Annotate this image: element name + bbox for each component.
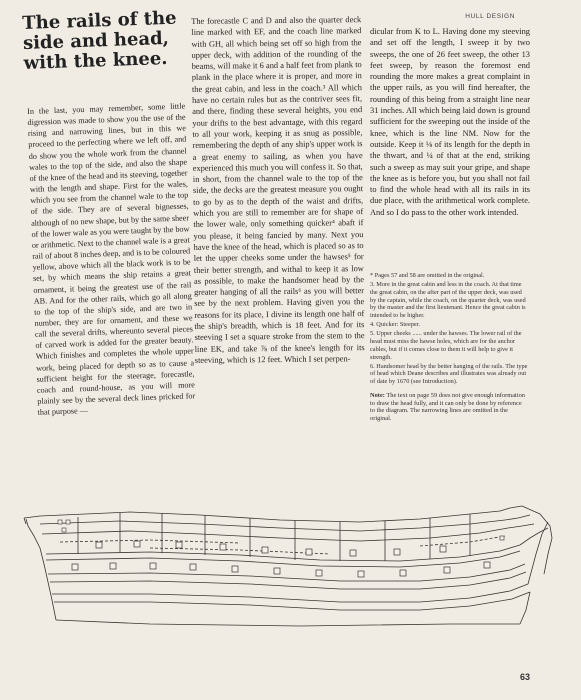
footnote-5: 5. Upper cheeks ...... under the hawses. The lower rail of the head must miss the hawse holes, which are for the anchor cables, but if it comes close to them it will help to give it strength. bbox=[370, 330, 522, 361]
great-rail-ab-lower bbox=[46, 551, 520, 567]
drift-rail-2 bbox=[42, 528, 508, 541]
running-header: HULL DESIGN bbox=[465, 13, 515, 20]
coach-line-gh bbox=[60, 540, 240, 543]
footnotes bbox=[370, 272, 528, 424]
column-1-text: In the last, you may remember, some little digression was made to show you the use of the rising and narrowing lines, but in this we proceed to the perfecting where we left off, and do show you the whole work from the channel wales to the top of the side, and also the shape of the knee of the head and its steeving, together with the length and shape. First for the wales, which you see from the channel wale to the top of the side. They are of several bignesses, although of no new shape, but by the same sheer of the lower wale as you were taught by the bow or arithmetic. Next to the channel wale is a great rail of about 8 inches deep, and is to be coloured yellow, above which all the black work is to be set, by which means the ship retains a great ornament, it being the greatest use of the rail AB. And for the other rails, which go all along to the top of the ship's side, and are two in number, they are for ornament, and these we call the several drifts, whereunto several pieces of carved work is added for the greater beauty. Which finishes and completes the whole upper work, being placed for depth so as to cause a sufficient height for the steerage, forecastle, coach and round-house, as you will more plainly see by the several deck lines pricked for that purpose — bbox=[27, 101, 196, 418]
page-title: The rails of the side and head, with the knee. bbox=[21, 7, 177, 74]
head-rail-top bbox=[500, 506, 522, 511]
stern-post bbox=[26, 519, 56, 620]
page-number: 63 bbox=[520, 672, 531, 682]
footnote-6: 6. Handsomer head by the better hanging of the rails. The type of head which Deane describes and illustrates was already out of date by 1670 (see Introduction). bbox=[370, 362, 528, 386]
text-column-3 bbox=[370, 26, 530, 218]
stem bbox=[528, 522, 548, 584]
footnote-4: 4. Quicker: Steeper. bbox=[370, 321, 421, 329]
gunports-lower-tier bbox=[72, 562, 490, 577]
column-3-text: dicular from K to L. Having done my steeving and set off the length, I sweep it by two sweeps, the one of 26 feet sweep, the other 13 feet sweep, by reason the foremost end rounding the more makes a great complaint in the upper rails, as you will find hereafter, the rounding of this being from a straight line near 31 inches. All which being laid down is ground sufficient for the sweeping out the inside of the knee, which is the line NM. Now for the outside. Keep it ⅛ of its length for the depth in the thwart, and ¼ of that at the end, striking such a sweep as may suit your gripe, and shape the knee as is before you, but you shall not fail to find the whole head with all its rails in its due place, with the arithmetical work complete. And so I do pass to the other work intended. bbox=[370, 27, 530, 217]
footnote-3: 3. More in the great cabin and less in the coach. At that time the great cabin, on the after part of the upper deck, was used by the captain, while the coach, on the quarter deck, was used by the master and the first lieutenant. Hence the great cabin is intended to be higher. bbox=[370, 281, 526, 320]
head-rail-middle bbox=[505, 515, 530, 520]
drift-rail-1 bbox=[40, 520, 505, 531]
top-of-side bbox=[40, 511, 500, 522]
text-column-1 bbox=[27, 100, 196, 418]
lower-hull-line bbox=[56, 620, 520, 626]
footnote-star: * Pages 57 and 58 are omitted in the original. bbox=[370, 272, 485, 279]
text-column-2 bbox=[191, 14, 365, 366]
hull-elevation-diagram bbox=[0, 414, 581, 650]
note-text: The text on page 59 does not give enough information to draw the head fully, and it can only be done by reference to the diagram. The narrowing lines are omitted in the original. bbox=[370, 391, 525, 422]
main-wale bbox=[52, 584, 528, 602]
stem-lower bbox=[520, 592, 530, 624]
head-rail-lower bbox=[508, 524, 534, 528]
main-wale-lower bbox=[54, 592, 530, 610]
column-2-text: The forecastle C and D and also the quarter deck line marked with EF, and the coach line marked with GH, all which being set off so high from the upper deck, with addition of the rounding of the beams, will make it 6 and a half feet from plank to plank in the place where it is proper, and more in the great cabin, and less in the coach.³ All which have no certain rules but as the contriver sees fit, and there, finding these several heights, you end your drifts to the best advantage, with this regard to all your work, keeping it as snug as possible, remembering the depth of any ship's upper work is a great enemy to sailing, as when you have experienced this much you will confess it. So that, in short, from the channel wale to the top of the side, the decks are the greatest measure you ought to go by as to the depth of the waist and drifts, which you are still to remember are for shape of the lower wale, only something quicker⁴ abaft if you please, it being fancied by many. Next you have the knee of the head, which is placed so as to let the upper cheeks some under the hawses⁵ for their better strength, and withal to keep it as low as possible, to make the handsomer head by the greater hanging of all the rails⁶ as you will better see by the next problem. Having given you the reasons for its place, I divine its length one half of the ship's breadth, which is 18 feet. And for its steeving I set a square stroke from the stem to the line EK, and take ⅞ of the knee's length for its steeving, which is 12 feet. Which I set perpen- bbox=[191, 15, 365, 365]
channel-wale bbox=[48, 564, 525, 581]
gunports-upper-tier bbox=[96, 541, 446, 556]
main-wale-upper bbox=[50, 572, 526, 589]
note-label: Note: bbox=[370, 391, 385, 399]
